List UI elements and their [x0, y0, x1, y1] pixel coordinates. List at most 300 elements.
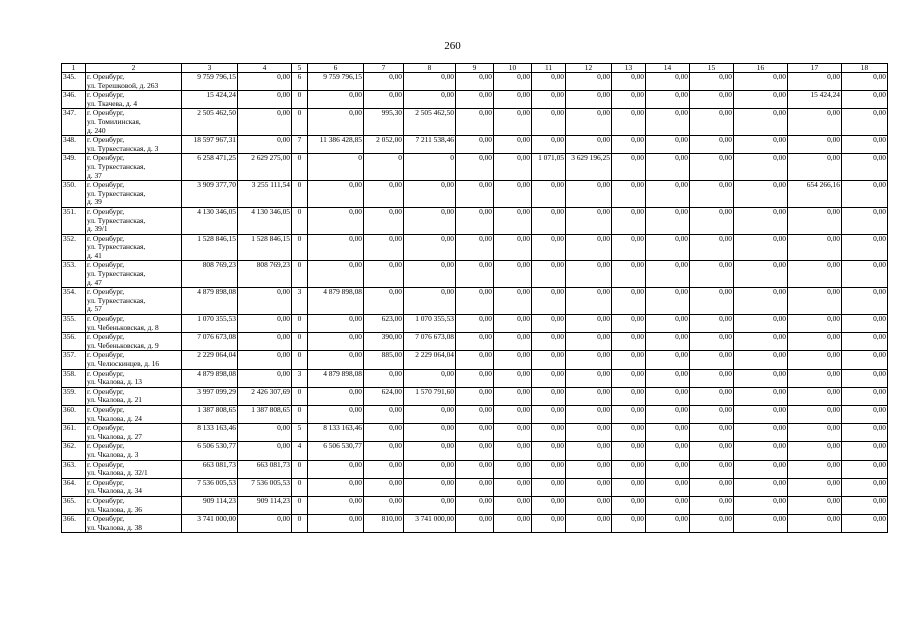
value-cell: 0,00 — [532, 496, 566, 514]
value-cell: 1 528 846,15 — [182, 234, 238, 261]
value-cell: 15 424,24 — [788, 91, 842, 109]
value-cell: 0,00 — [734, 234, 788, 261]
value-cell: 0,00 — [788, 351, 842, 369]
address-line: д. 41 — [87, 250, 102, 260]
value-cell: 0,00 — [364, 460, 404, 478]
value-cell: 0,00 — [690, 515, 734, 533]
value-cell: 0,00 — [532, 515, 566, 533]
value-cell: 0,00 — [404, 91, 456, 109]
address-line: ул. Чебеньковская, д. 8 — [87, 322, 159, 332]
value-cell: 0,00 — [788, 460, 842, 478]
value-cell: 0,00 — [842, 424, 888, 442]
value-cell: 4 130 346,05 — [182, 207, 238, 234]
value-cell: 0,00 — [734, 73, 788, 91]
value-cell: 0,00 — [456, 207, 494, 234]
value-cell: 0,00 — [612, 234, 646, 261]
column-header: 2 — [86, 64, 182, 73]
value-cell: 0,00 — [494, 91, 532, 109]
value-cell: 0,00 — [612, 91, 646, 109]
table-body — [62, 73, 888, 533]
value-cell: 0,00 — [734, 261, 788, 288]
value-cell: 18 597 967,31 — [182, 136, 238, 154]
value-cell: 0,00 — [494, 315, 532, 333]
table-row — [62, 288, 888, 315]
address-line: г. Оренбург, — [87, 332, 125, 342]
value-cell: 0,00 — [364, 181, 404, 208]
value-cell: 3 909 377,70 — [182, 181, 238, 208]
row-number: 361. — [62, 424, 86, 442]
value-cell: 0,00 — [646, 442, 690, 460]
address-line: г. Оренбург, — [87, 260, 125, 270]
value-cell: 4 879 898,08 — [308, 369, 364, 387]
address-line: ул. Чкалова, д. 32/1 — [87, 468, 148, 478]
value-cell: 0,00 — [612, 442, 646, 460]
row-number: 353. — [62, 261, 86, 288]
row-number: 362. — [62, 442, 86, 460]
value-cell: 6 506 530,77 — [182, 442, 238, 460]
value-cell: 0,00 — [612, 496, 646, 514]
row-number: 364. — [62, 478, 86, 496]
value-cell: 0,00 — [456, 333, 494, 351]
value-cell: 0,00 — [308, 351, 364, 369]
address-line: ул. Чкалова, д. 13 — [87, 377, 142, 387]
column-header: 16 — [734, 64, 788, 73]
value-cell: 0,00 — [494, 369, 532, 387]
address-line: ул. Чкалова, д. 24 — [87, 413, 142, 423]
value-cell: 0 — [292, 234, 308, 261]
value-cell: 0,00 — [404, 181, 456, 208]
row-number: 358. — [62, 369, 86, 387]
value-cell: 0,00 — [842, 315, 888, 333]
value-cell: 0,00 — [842, 109, 888, 136]
value-cell: 0,00 — [566, 442, 612, 460]
address-line: г. Оренбург, — [87, 90, 125, 100]
value-cell: 8 133 163,46 — [182, 424, 238, 442]
value-cell: 0,00 — [734, 442, 788, 460]
address-line: ул. Терешковой, д. 263 — [87, 80, 159, 90]
value-cell: 0,00 — [788, 424, 842, 442]
value-cell: 0,00 — [566, 496, 612, 514]
value-cell: 390,00 — [364, 333, 404, 351]
value-cell: 0,00 — [364, 369, 404, 387]
table-row — [62, 460, 888, 478]
address-line: г. Оренбург, — [87, 287, 125, 297]
value-cell: 7 076 673,08 — [182, 333, 238, 351]
value-cell: 0,00 — [566, 315, 612, 333]
value-cell: 0,00 — [788, 478, 842, 496]
value-cell: 4 130 346,05 — [238, 207, 292, 234]
address-line: г. Оренбург, — [87, 135, 125, 145]
value-cell: 0,00 — [646, 315, 690, 333]
table-row — [62, 91, 888, 109]
address-line: г. Оренбург, — [87, 350, 125, 360]
value-cell: 3 741 000,00 — [404, 515, 456, 533]
value-cell: 0,00 — [364, 73, 404, 91]
value-cell: 0,00 — [646, 496, 690, 514]
value-cell: 11 386 428,85 — [308, 136, 364, 154]
table-row — [62, 136, 888, 154]
value-cell: 0,00 — [532, 333, 566, 351]
value-cell: 0,00 — [646, 136, 690, 154]
value-cell: 0,00 — [494, 73, 532, 91]
value-cell: 0 — [292, 181, 308, 208]
value-cell: 0,00 — [532, 181, 566, 208]
row-number: 366. — [62, 515, 86, 533]
address-cell — [86, 261, 182, 288]
value-cell: 0,00 — [566, 333, 612, 351]
row-number: 347. — [62, 109, 86, 136]
row-number: 348. — [62, 136, 86, 154]
value-cell: 0,00 — [842, 333, 888, 351]
value-cell: 0,00 — [566, 369, 612, 387]
value-cell: 0,00 — [842, 234, 888, 261]
value-cell: 0,00 — [842, 442, 888, 460]
address-line: ул. Ткачева, д. 4 — [87, 98, 138, 108]
value-cell: 0,00 — [456, 154, 494, 181]
column-header: 10 — [494, 64, 532, 73]
value-cell: 0,00 — [364, 91, 404, 109]
column-header: 18 — [842, 64, 888, 73]
row-number: 350. — [62, 181, 86, 208]
column-header: 7 — [364, 64, 404, 73]
value-cell: 0,00 — [842, 154, 888, 181]
value-cell: 0 — [292, 478, 308, 496]
value-cell: 0,00 — [456, 315, 494, 333]
value-cell: 0,00 — [238, 288, 292, 315]
address-line: г. Оренбург, — [87, 234, 125, 243]
column-header: 17 — [788, 64, 842, 73]
address-line: ул. Чкалова, д. 27 — [87, 431, 142, 441]
value-cell: 0,00 — [734, 478, 788, 496]
value-cell: 0,00 — [788, 207, 842, 234]
value-cell: 0,00 — [612, 351, 646, 369]
value-cell: 0,00 — [690, 261, 734, 288]
value-cell: 0,00 — [566, 460, 612, 478]
value-cell: 6 — [292, 73, 308, 91]
address-line: ул. Туркестанская, — [87, 269, 146, 279]
value-cell: 0,00 — [364, 424, 404, 442]
value-cell: 0,00 — [690, 460, 734, 478]
value-cell: 0,00 — [690, 91, 734, 109]
value-cell: 0,00 — [842, 387, 888, 405]
value-cell: 663 081,73 — [238, 460, 292, 478]
value-cell: 0,00 — [308, 460, 364, 478]
value-cell: 0,00 — [456, 73, 494, 91]
value-cell: 5 — [292, 424, 308, 442]
value-cell: 0,00 — [238, 315, 292, 333]
value-cell: 0,00 — [532, 261, 566, 288]
address-line: г. Оренбург, — [87, 441, 125, 451]
value-cell: 2 229 064,04 — [404, 351, 456, 369]
value-cell: 3 — [292, 288, 308, 315]
value-cell: 0,00 — [494, 234, 532, 261]
column-header: 9 — [456, 64, 494, 73]
value-cell: 4 879 898,08 — [308, 288, 364, 315]
value-cell: 0,00 — [238, 136, 292, 154]
value-cell: 0,00 — [734, 387, 788, 405]
value-cell: 0,00 — [566, 234, 612, 261]
table-row — [62, 109, 888, 136]
value-cell: 0,00 — [404, 478, 456, 496]
value-cell: 0,00 — [612, 369, 646, 387]
value-cell: 0,00 — [404, 73, 456, 91]
value-cell: 0,00 — [612, 207, 646, 234]
value-cell: 0,00 — [734, 154, 788, 181]
table-row — [62, 515, 888, 533]
value-cell: 0,00 — [690, 442, 734, 460]
value-cell: 0,00 — [364, 207, 404, 234]
value-cell: 0,00 — [404, 234, 456, 261]
value-cell: 0,00 — [456, 405, 494, 423]
address-line: ул. Туркестанская, — [87, 188, 146, 198]
value-cell: 0,00 — [404, 369, 456, 387]
column-header: 14 — [646, 64, 690, 73]
address-cell — [86, 478, 182, 496]
value-cell: 2 426 307,69 — [238, 387, 292, 405]
value-cell: 0,00 — [238, 333, 292, 351]
row-number: 345. — [62, 73, 86, 91]
value-cell: 0,00 — [494, 333, 532, 351]
address-line: ул. Чкалова, д. 38 — [87, 522, 142, 532]
value-cell: 0,00 — [494, 207, 532, 234]
value-cell: 0,00 — [456, 288, 494, 315]
value-cell: 0,00 — [364, 442, 404, 460]
value-cell: 0,00 — [612, 109, 646, 136]
value-cell: 0,00 — [566, 478, 612, 496]
table-row — [62, 207, 888, 234]
value-cell: 0,00 — [788, 154, 842, 181]
value-cell: 0,00 — [690, 154, 734, 181]
value-cell: 0,00 — [456, 424, 494, 442]
value-cell: 0,00 — [566, 288, 612, 315]
value-cell: 0,00 — [612, 315, 646, 333]
row-number: 351. — [62, 207, 86, 234]
value-cell: 0,00 — [734, 405, 788, 423]
value-cell: 0,00 — [456, 181, 494, 208]
value-cell: 0,00 — [404, 424, 456, 442]
value-cell: 0,00 — [364, 496, 404, 514]
value-cell: 0,00 — [788, 315, 842, 333]
value-cell: 0,00 — [646, 91, 690, 109]
value-cell: 0,00 — [308, 515, 364, 533]
value-cell: 0,00 — [532, 91, 566, 109]
value-cell: 0,00 — [364, 478, 404, 496]
address-line: ул. Чкалова, д. 36 — [87, 504, 142, 514]
value-cell: 0,00 — [646, 460, 690, 478]
table-row — [62, 73, 888, 91]
value-cell: 0,00 — [532, 234, 566, 261]
value-cell: 0,00 — [842, 496, 888, 514]
value-cell: 0 — [292, 405, 308, 423]
value-cell: 0,00 — [238, 73, 292, 91]
column-header: 5 — [292, 64, 308, 73]
value-cell: 0 — [292, 387, 308, 405]
value-cell: 0,00 — [238, 515, 292, 533]
value-cell: 0,00 — [532, 405, 566, 423]
value-cell: 0,00 — [566, 109, 612, 136]
value-cell: 1 570 791,60 — [404, 387, 456, 405]
value-cell: 0,00 — [646, 181, 690, 208]
value-cell: 0,00 — [788, 333, 842, 351]
value-cell: 0,00 — [734, 136, 788, 154]
value-cell: 0,00 — [734, 109, 788, 136]
value-cell: 0,00 — [734, 496, 788, 514]
value-cell: 0,00 — [238, 109, 292, 136]
value-cell: 0,00 — [566, 405, 612, 423]
value-cell: 0,00 — [308, 261, 364, 288]
value-cell: 15 424,24 — [182, 91, 238, 109]
address-line: г. Оренбург, — [87, 180, 125, 190]
address-cell — [86, 234, 182, 261]
address-line: г. Оренбург, — [87, 405, 125, 414]
value-cell: 0,00 — [238, 424, 292, 442]
value-cell: 0,00 — [532, 109, 566, 136]
column-header: 6 — [308, 64, 364, 73]
value-cell: 0,00 — [532, 315, 566, 333]
value-cell: 0,00 — [494, 154, 532, 181]
value-cell: 0,00 — [308, 405, 364, 423]
value-cell: 0,00 — [646, 515, 690, 533]
value-cell: 0,00 — [788, 442, 842, 460]
value-cell: 0,00 — [532, 424, 566, 442]
address-cell — [86, 207, 182, 234]
value-cell: 0,00 — [842, 261, 888, 288]
value-cell: 0,00 — [494, 288, 532, 315]
address-line: г. Оренбург, — [87, 314, 125, 324]
value-cell: 0,00 — [364, 288, 404, 315]
value-cell: 0,00 — [788, 261, 842, 288]
address-line: д. 39 — [87, 197, 102, 207]
value-cell: 0,00 — [734, 369, 788, 387]
value-cell: 0,00 — [532, 207, 566, 234]
value-cell: 0,00 — [646, 207, 690, 234]
value-cell: 7 536 005,53 — [182, 478, 238, 496]
value-cell: 0,00 — [690, 109, 734, 136]
value-cell: 0,00 — [308, 478, 364, 496]
page-number: 260 — [444, 40, 461, 52]
value-cell: 0,00 — [690, 424, 734, 442]
value-cell: 0,00 — [456, 442, 494, 460]
value-cell: 0 — [292, 333, 308, 351]
value-cell: 9 759 796,15 — [308, 73, 364, 91]
value-cell: 0,00 — [612, 387, 646, 405]
value-cell: 0,00 — [566, 73, 612, 91]
value-cell: 0,00 — [690, 181, 734, 208]
value-cell: 0,00 — [690, 315, 734, 333]
value-cell: 0,00 — [842, 515, 888, 533]
value-cell: 0,00 — [456, 109, 494, 136]
value-cell: 1 071,05 — [532, 154, 566, 181]
value-cell: 0,00 — [646, 351, 690, 369]
address-line: г. Оренбург, — [87, 496, 125, 505]
value-cell: 0,00 — [646, 478, 690, 496]
value-cell: 1 387 808,65 — [182, 405, 238, 423]
value-cell: 4 879 898,08 — [182, 369, 238, 387]
value-cell: 0,00 — [456, 369, 494, 387]
value-cell: 0 — [292, 91, 308, 109]
value-cell: 0,00 — [238, 369, 292, 387]
value-cell: 0,00 — [494, 442, 532, 460]
value-cell: 0,00 — [308, 207, 364, 234]
value-cell: 0,00 — [494, 181, 532, 208]
address-line: ул. Туркестанская, — [87, 295, 146, 305]
value-cell: 0,00 — [532, 387, 566, 405]
value-cell: 0,00 — [646, 405, 690, 423]
address-line: д. 240 — [87, 125, 106, 135]
value-cell: 0,00 — [734, 424, 788, 442]
value-cell: 0,00 — [566, 387, 612, 405]
value-cell: 0,00 — [308, 496, 364, 514]
address-cell — [86, 424, 182, 442]
row-number: 356. — [62, 333, 86, 351]
address-cell — [86, 460, 182, 478]
value-cell: 0,00 — [842, 351, 888, 369]
value-cell: 0,00 — [308, 333, 364, 351]
value-cell: 808 769,23 — [182, 261, 238, 288]
value-cell: 0,00 — [646, 424, 690, 442]
value-cell: 1 528 846,15 — [238, 234, 292, 261]
value-cell: 0,00 — [308, 91, 364, 109]
value-cell: 0,00 — [646, 261, 690, 288]
table-row — [62, 315, 888, 333]
value-cell: 0,00 — [456, 261, 494, 288]
value-cell: 0,00 — [690, 369, 734, 387]
address-line: ул. Туркестанская, д. 3 — [87, 143, 159, 153]
value-cell: 7 536 005,53 — [238, 478, 292, 496]
value-cell: 3 629 196,25 — [566, 154, 612, 181]
address-cell — [86, 405, 182, 423]
value-cell: 0,00 — [494, 387, 532, 405]
address-cell — [86, 154, 182, 181]
value-cell: 2 505 462,50 — [182, 109, 238, 136]
value-cell: 0,00 — [308, 315, 364, 333]
value-cell: 0,00 — [494, 424, 532, 442]
value-cell: 0,00 — [690, 478, 734, 496]
value-cell: 0,00 — [532, 478, 566, 496]
value-cell: 0,00 — [566, 207, 612, 234]
value-cell: 663 081,73 — [182, 460, 238, 478]
value-cell: 0,00 — [646, 234, 690, 261]
value-cell: 0,00 — [456, 515, 494, 533]
value-cell: 0,00 — [308, 109, 364, 136]
row-number: 360. — [62, 405, 86, 423]
value-cell: 0,00 — [646, 333, 690, 351]
table-row — [62, 442, 888, 460]
value-cell: 3 741 000,00 — [182, 515, 238, 533]
value-cell: 0,00 — [690, 207, 734, 234]
value-cell: 0,00 — [842, 478, 888, 496]
value-cell: 0,00 — [456, 351, 494, 369]
table-row — [62, 369, 888, 387]
value-cell: 7 211 538,46 — [404, 136, 456, 154]
address-line: г. Оренбург, — [87, 514, 125, 524]
value-cell: 0 — [364, 154, 404, 181]
address-cell — [86, 369, 182, 387]
value-cell: 0,00 — [456, 136, 494, 154]
value-cell: 0,00 — [612, 478, 646, 496]
value-cell: 0,00 — [842, 460, 888, 478]
value-cell: 0,00 — [788, 387, 842, 405]
column-header: 8 — [404, 64, 456, 73]
value-cell: 810,00 — [364, 515, 404, 533]
address-line: ул. Туркестанская, — [87, 242, 146, 252]
row-number: 357. — [62, 351, 86, 369]
value-cell: 0,00 — [494, 478, 532, 496]
value-cell: 0,00 — [566, 181, 612, 208]
value-cell: 0,00 — [494, 109, 532, 136]
value-cell: 0,00 — [456, 234, 494, 261]
value-cell: 0,00 — [788, 109, 842, 136]
